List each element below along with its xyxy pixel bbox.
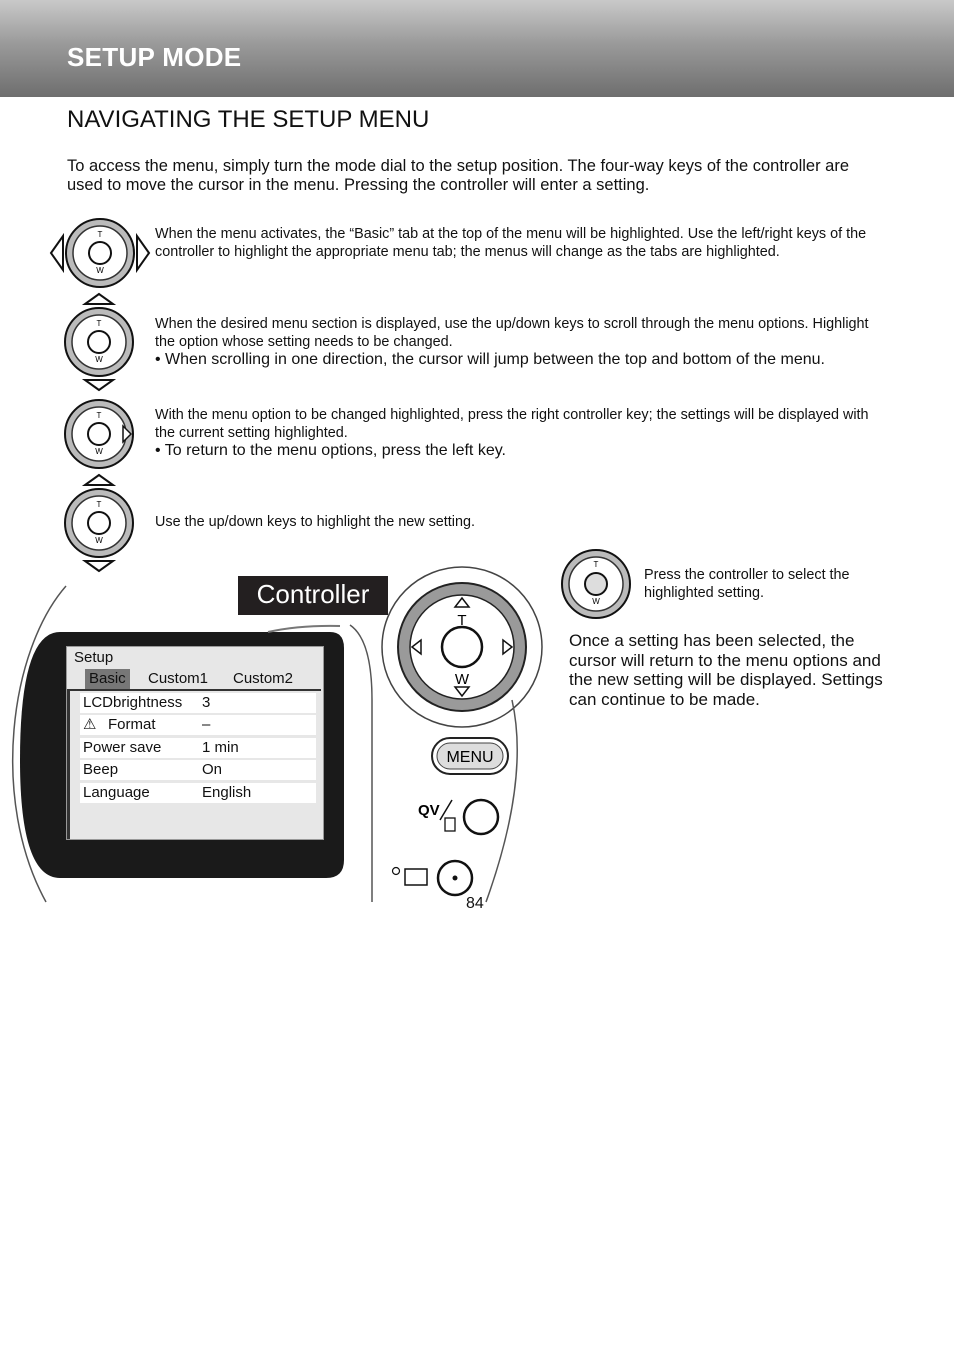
lcd-setup-screen [66, 646, 324, 840]
menu-row-power-save[interactable]: Power save 1 min [80, 738, 316, 758]
svg-text:T: T [96, 319, 102, 328]
svg-text:W: W [95, 355, 103, 364]
press-controller-text: Press the controller to select the highlighted setting. [644, 567, 850, 601]
controller-press-icon [560, 548, 632, 620]
page-title: SETUP MODE [67, 42, 242, 72]
step-2-text: When the desired menu section is displayed, use the up/down keys to scroll through the menu options. Highlight the option whose setting needs to be changed. • When scrolling in one direction, the cursor will jump between the top and bottom of the menu. [155, 315, 890, 369]
menu-row-lcd-brightness[interactable]: LCDbrightness 3 [80, 693, 316, 713]
intro-paragraph: To access the menu, simply turn the mode dial to the setup position. The four-way keys of the controller are used to move the cursor in the menu. Pressing the controller will enter a setting. [67, 157, 850, 194]
menu-button-label: MENU [446, 749, 494, 766]
svg-text:T: T [96, 411, 102, 420]
controller-label: Controller [238, 576, 388, 615]
svg-text:W: W [95, 536, 103, 545]
svg-text:T: T [96, 500, 102, 509]
menu-row-language[interactable]: Language English [80, 783, 316, 803]
setting-selected-text: Once a setting has been selected, the cursor will return to the menu options and the new setting will be displayed. Settings can continue to be made. [569, 631, 883, 709]
page-number: 84 [466, 895, 484, 912]
tab-basic[interactable]: Basic [85, 669, 130, 689]
section-title: NAVIGATING THE SETUP MENU [67, 106, 430, 133]
qv-label: QV [418, 802, 440, 819]
header-banner [0, 0, 954, 97]
menu-row-format[interactable]: ⚠ Format – [80, 715, 316, 735]
svg-text:W: W [454, 671, 470, 688]
controller-left-right-icon [49, 214, 151, 292]
svg-text:W: W [592, 597, 600, 606]
svg-text:T: T [593, 560, 599, 569]
warning-icon: ⚠ [83, 716, 97, 733]
svg-text:T: T [457, 612, 467, 629]
step-4-text: Use the up/down keys to highlight the new setting. [155, 514, 475, 530]
t-key-label: T [97, 230, 103, 239]
tab-custom1[interactable]: Custom1 [148, 670, 209, 687]
svg-text:W: W [95, 447, 103, 456]
controller-right-key-icon [61, 396, 137, 472]
step-2-bullet: • When scrolling in one direction, the cursor will jump between the top and bottom of the menu. [155, 351, 825, 368]
menu-row-beep[interactable]: Beep On [80, 760, 316, 780]
w-key-label: W [96, 266, 104, 275]
screen-title: Setup [74, 649, 114, 666]
step-1-text: When the menu activates, the “Basic” tab at the top of the menu will be highlighted. Use the left/right keys of the controller to highlight the appropriate menu tab; the menus will change as the tabs are highlighted. [155, 226, 867, 260]
controller-up-down-icon [61, 292, 137, 392]
step-3-text: With the menu option to be changed highlighted, press the right controller key; the settings will be displayed with the current setting highlighted. • To return to the menu options, press the left key. [155, 406, 890, 460]
step-3-bullet: • To return to the menu options, press the left key. [155, 442, 506, 459]
tab-custom2[interactable]: Custom2 [233, 670, 294, 687]
